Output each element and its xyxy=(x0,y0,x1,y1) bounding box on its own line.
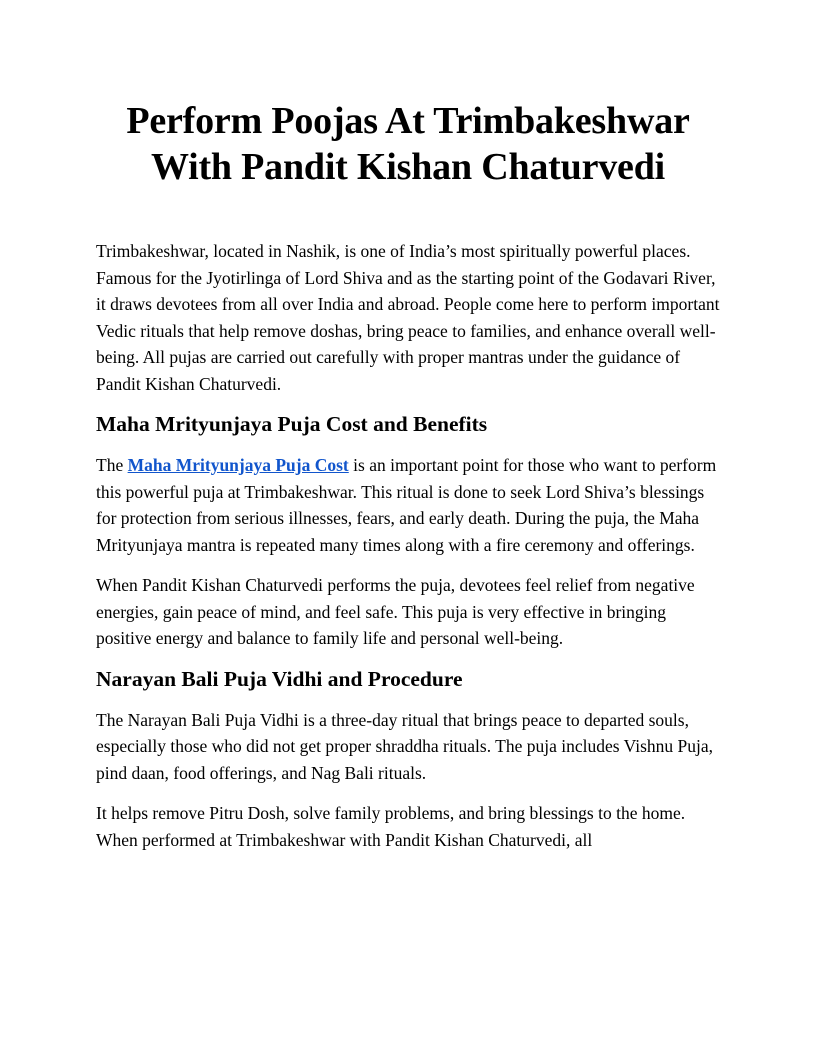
maha-mrityunjaya-paragraph-1 xyxy=(96,452,720,558)
section-heading-maha-mrityunjaya: Maha Mrityunjaya Puja Cost and Benefits xyxy=(96,412,488,436)
section-heading-narayan-bali: Narayan Bali Puja Vidhi and Procedure xyxy=(96,666,463,691)
maha-mrityunjaya-paragraph-2: When Pandit Kishan Chaturvedi performs the puja, devotees feel relief from negative energies, gain peace of mind, and feel safe. This puja is very effective in bringing positive energy and balance to family life and personal well-being. xyxy=(96,575,695,648)
narayan-bali-paragraph-2: It helps remove Pitru Dosh, solve family problems, and bring blessings to the home. When performed at Trimbakeshwar with Pandit Kishan Chaturvedi, all xyxy=(96,803,686,850)
intro-paragraph: Trimbakeshwar, located in Nashik, is one of India’s most spiritually powerful places. Famous for the Jyotirlinga of Lord Shiva and as the starting point of the Godavari River, it draws devotees from all over India and abroad. People come here to perform important Vedic rituals that help remove doshas, bring peace to families, and enhance overall well-being. All pujas are carried out carefully with proper mantras under the guidance of Pandit Kishan Chaturvedi. xyxy=(96,241,720,394)
maha-mrityunjaya-cost-link[interactable]: Maha Mrityunjaya Puja Cost xyxy=(127,455,349,475)
paragraph-prefix: The xyxy=(96,455,128,475)
title-line-2: With Pandit Kishan Chaturvedi xyxy=(150,146,665,188)
narayan-bali-paragraph-1: The Narayan Bali Puja Vidhi is a three-day ritual that brings peace to departed souls, especially those who did not get proper shraddha rituals. The puja includes Vishnu Puja, pind daan, food offerings, and Nag Bali rituals. xyxy=(96,709,714,783)
title-line-1: Perform Poojas At Trimbakeshwar xyxy=(126,100,690,142)
page-title xyxy=(96,98,720,190)
paragraph-suffix: is an important point for those who want to perform this powerful puja at Trimbakeshwar. This ritual is done to seek Lord Shiva’s blessings for protection from serious illnesses, fears, and early death. During the puja, the Maha Mrityunjaya mantra is repeated many times along with a fire ceremony and offerings. xyxy=(96,455,717,555)
